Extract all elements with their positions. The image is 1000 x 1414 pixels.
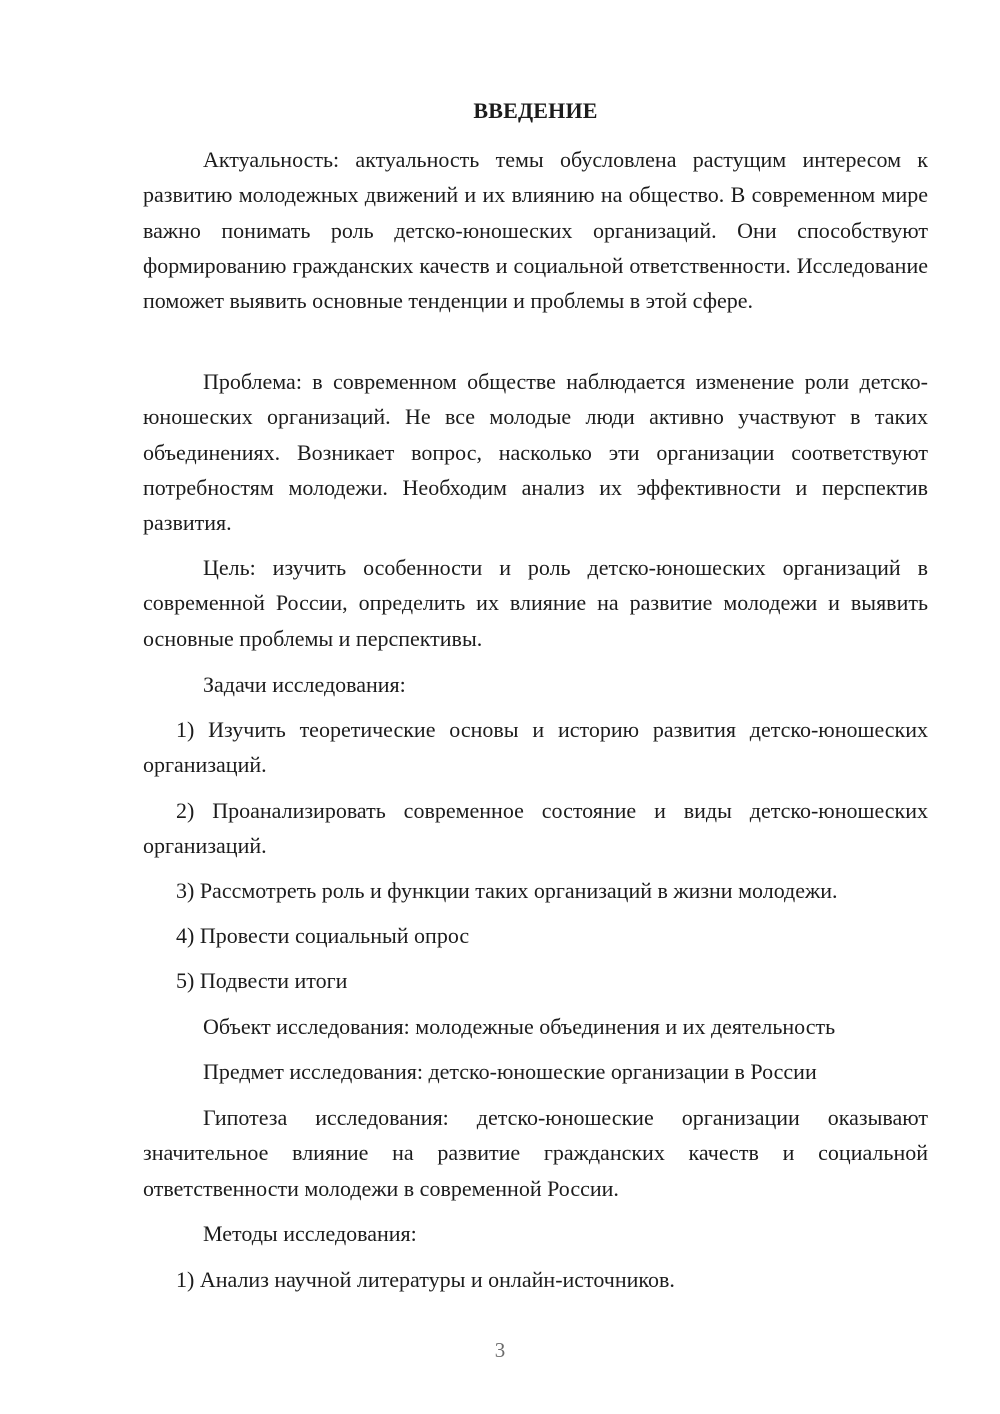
tasks-heading: Задачи исследования:: [203, 672, 406, 697]
task-item-3: 3) Рассмотреть роль и функции таких организаций в жизни молодежи.: [176, 878, 838, 903]
relevance-paragraph: Актуальность: актуальность темы обусловлена растущим интересом к развитию молодежных движений и их влиянию на общество. В современном мире важно понимать роль детско-юношеских организаций. Они способствуют формированию гражданских качеств и социальной ответственности. Исследование поможет выявить основные тенденции и проблемы в этой сфере.: [143, 147, 928, 314]
task-item-1: 1) Изучить теоретические основы и историю развития детско-юношеских организаций.: [143, 717, 928, 778]
section-title: ВВЕДЕНИЕ: [473, 98, 598, 123]
method-item-1: 1) Анализ научной литературы и онлайн-источников.: [176, 1267, 675, 1292]
problem-paragraph: Проблема: в современном обществе наблюдается изменение роли детско-юношеских организаций. Не все молодые люди активно участвуют в таких объединениях. Возникает вопрос, насколько эти организации соответствуют потребностям молодежи. Необходим анализ их эффективности и перспектив развития.: [143, 369, 928, 536]
goal-paragraph: Цель: изучить особенности и роль детско-юношеских организаций в современной России, определить их влияние на развитие молодежи и выявить основные проблемы и перспективы.: [143, 555, 928, 651]
page-number: 3: [494, 1338, 506, 1362]
task-item-5: 5) Подвести итоги: [176, 968, 348, 993]
object-paragraph: Объект исследования: молодежные объединения и их деятельность: [203, 1014, 836, 1039]
hypothesis-paragraph: Гипотеза исследования: детско-юношеские организации оказывают значительное влияние на развитие гражданских качеств и социальной ответственности молодежи в современной России.: [143, 1105, 928, 1201]
methods-heading: Методы исследования:: [203, 1221, 417, 1246]
subject-paragraph: Предмет исследования: детско-юношеские организации в России: [203, 1059, 817, 1084]
task-item-2: 2) Проанализировать современное состояние и виды детско-юношеских организаций.: [143, 798, 928, 859]
task-item-4: 4) Провести социальный опрос: [176, 923, 470, 948]
